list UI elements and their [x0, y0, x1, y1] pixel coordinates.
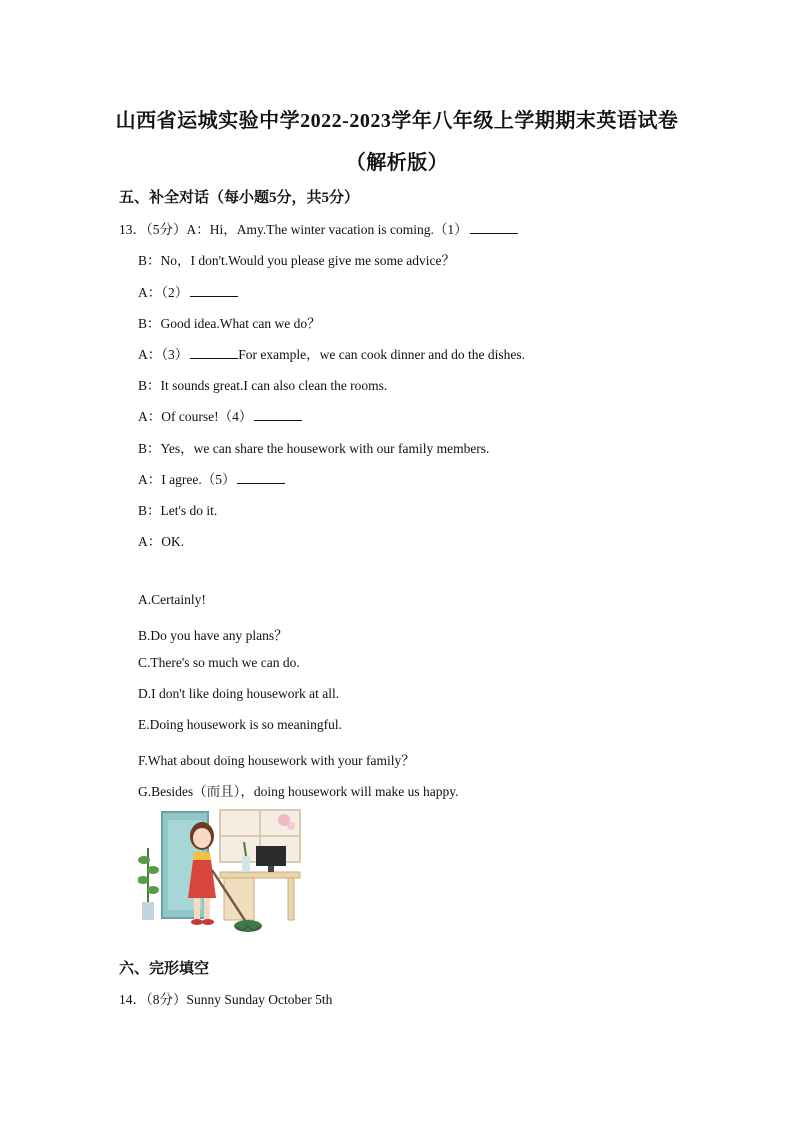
answer-blank — [190, 284, 238, 297]
option-g: G.Besides（而且），doing housework will make us happy. — [138, 784, 459, 799]
dialogue-line — [138, 281, 238, 301]
question-14-text: 14．（8分）Sunny Sunday October 5th — [119, 992, 333, 1007]
section-heading-dialogue: 五、补全对话（每小题5分，共5分） — [119, 190, 360, 206]
dialogue-text: B：Good idea.What can we do？ — [138, 316, 321, 331]
dialogue-line — [138, 405, 302, 425]
option-d: D.I don't like doing housework at all. — [138, 686, 340, 701]
dialogue-text-after-blank: For example，we can cook dinner and do the dishes. — [238, 347, 526, 362]
option-b: B.Do you have any plans？ — [138, 628, 288, 643]
dialogue-line — [138, 343, 525, 363]
answer-blank — [190, 346, 238, 359]
option-e: E.Doing housework is so meaningful. — [138, 717, 342, 732]
dialogue-text: B：Let's do it. — [138, 503, 218, 518]
dialogue-line — [138, 468, 285, 488]
question-13-text: 13．（5分）A：Hi，Amy.The winter vacation is coming.（1） — [119, 222, 468, 237]
answer-blank — [237, 471, 285, 484]
option-f: F.What about doing housework with your family？ — [138, 753, 415, 768]
section-heading-cloze: 六、完形填空 — [119, 961, 210, 977]
dialogue-text: A：（3） — [138, 347, 189, 362]
page-title: 山西省运城实验中学2022-2023学年八年级上学期期末英语试卷 — [115, 110, 679, 132]
dialogue-line — [138, 374, 387, 394]
dialogue-text: A：OK. — [138, 534, 185, 549]
dialogue-text: A：（2） — [138, 285, 189, 300]
dialogue-line — [138, 249, 455, 269]
question-13-intro — [119, 218, 518, 238]
dialogue-text: B：No，I don't.Would you please give me some advice？ — [138, 253, 456, 268]
dialogue-text: B：It sounds great.I can also clean the rooms. — [138, 378, 388, 393]
dialogue-text: A：I agree.（5） — [138, 472, 236, 487]
dialogue-line — [138, 437, 489, 457]
dialogue-line — [138, 499, 217, 519]
option-a: A.Certainly! — [138, 592, 206, 607]
dialogue-line — [138, 530, 184, 550]
page-subtitle: （解析版） — [345, 152, 449, 174]
answer-blank — [470, 221, 518, 234]
housework-illustration — [138, 808, 303, 936]
dialogue-text: B：Yes，we can share the housework with our family members. — [138, 441, 490, 456]
dialogue-line — [138, 312, 321, 332]
option-c: C.There's so much we can do. — [138, 655, 300, 670]
dialogue-text: A：Of course!（4） — [138, 409, 253, 424]
answer-blank — [254, 408, 302, 421]
